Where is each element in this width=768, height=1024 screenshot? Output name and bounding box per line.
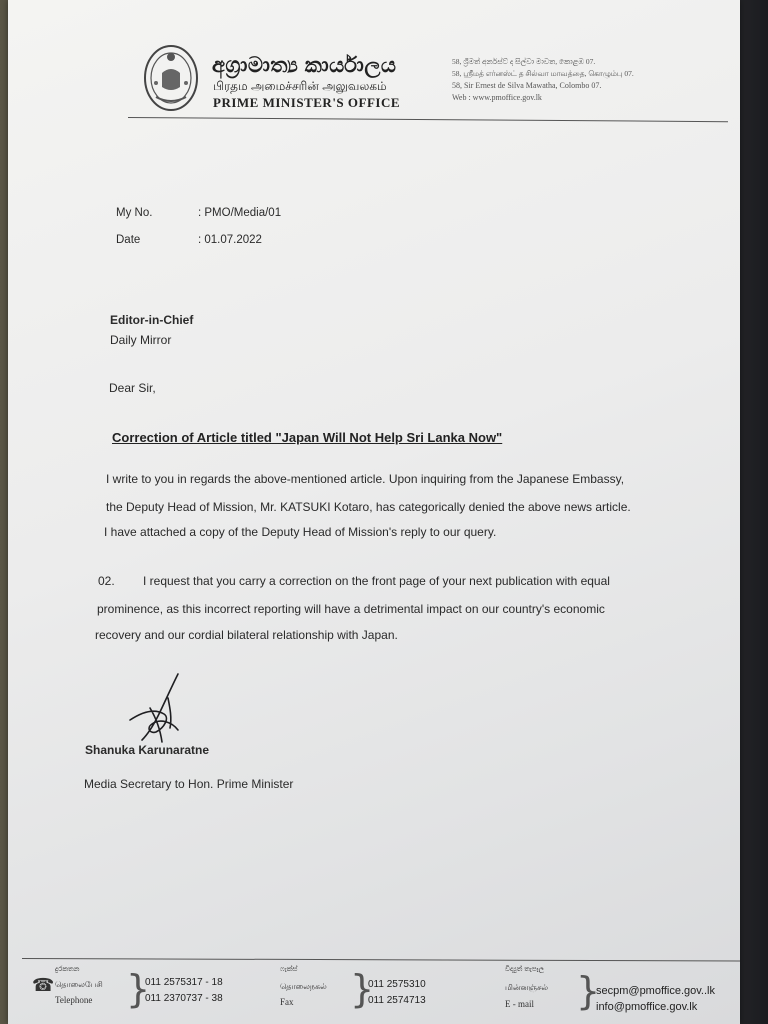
office-name-english: PRIME MINISTER'S OFFICE	[213, 95, 401, 110]
salutation: Dear Sir,	[109, 381, 156, 395]
address-english: 58, Sir Ernest de Silva Mawatha, Colombo 07.	[452, 81, 602, 90]
signatory-designation: Media Secretary to Hon. Prime Minister	[84, 777, 294, 791]
paragraph2-line1: I request that you carry a correction on the front page of your next publication with equal	[143, 574, 610, 588]
email-brace: }	[576, 969, 601, 1013]
paragraph2-number: 02.	[98, 574, 115, 588]
email-label-tamil: மின்னஞ்சல்	[505, 983, 549, 992]
office-name-sinhala: අග්‍රාමාත්‍ය කාර්යාලය	[212, 54, 397, 77]
paragraph1-line1: I write to you in regards the above-mentioned article. Upon inquiring from the Japanese Embassy,	[106, 472, 625, 486]
paragraph1-line3: I have attached a copy of the Deputy Head of Mission's reply to our query.	[104, 525, 497, 539]
telephone-label-tamil: தொலைபேசி	[55, 980, 103, 989]
office-name-tamil: பிரதம அமைச்சரின் அலுவலகம்	[213, 79, 387, 93]
fax-number-1: 011 2575310	[368, 979, 426, 990]
website: Web : www.pmoffice.gov.lk	[452, 93, 542, 102]
signatory-name: Shanuka Karunaratne	[85, 743, 210, 757]
paragraph2-line3: recovery and our cordial bilateral relationship with Japan.	[95, 628, 398, 642]
recipient-publication: Daily Mirror	[110, 333, 172, 347]
my-no-label: My No.	[116, 207, 153, 219]
fax-label-tamil: தொலைநகல்	[280, 982, 327, 991]
telephone-number-1: 011 2575317 - 18	[145, 977, 223, 988]
handwritten-signature	[120, 668, 200, 748]
email-label-english: E - mail	[505, 999, 534, 1009]
telephone-label-sinhala: දුරකතන	[55, 966, 80, 973]
telephone-icon: ☎	[32, 975, 55, 996]
fax-brace: }	[350, 967, 375, 1011]
fax-label-english: Fax	[280, 997, 294, 1007]
address-tamil: 58, ஸ்ரீமத் எர்னஸ்ட் த சில்வா மாவத்தை, கொழும்பு 07.	[452, 69, 634, 78]
email-label-sinhala: විද්‍යුත් තැපෑල	[505, 966, 544, 973]
state-emblem-seal	[142, 43, 200, 113]
fax-number-2: 011 2574713	[368, 995, 426, 1006]
telephone-label-english: Telephone	[55, 995, 93, 1005]
date-label: Date	[116, 234, 141, 246]
paragraph2-line2: prominence, as this incorrect reporting will have a detrimental impact on our country's economic	[97, 602, 605, 616]
subject-line: Correction of Article titled "Japan Will Not Help Sri Lanka Now"	[112, 430, 503, 445]
email-address-1: secpm@pmoffice.gov..lk	[596, 985, 715, 997]
telephone-number-2: 011 2370737 - 38	[145, 993, 223, 1004]
address-sinhala: 58, ශ්‍රීමත් අර්නස්ට් ද සිල්වා මාවත, කොළඹ 07.	[452, 57, 596, 66]
paragraph1-line2: the Deputy Head of Mission, Mr. KATSUKI Kotaro, has categorically denied the above news article.	[106, 500, 631, 514]
fax-label-sinhala: ෆැක්ස්	[280, 966, 298, 973]
header-divider	[128, 117, 728, 122]
recipient-title: Editor-in-Chief	[110, 313, 194, 327]
letter-page	[8, 0, 740, 1024]
email-address-2: info@pmoffice.gov.lk	[596, 1001, 698, 1013]
my-no-value: : PMO/Media/01	[198, 207, 282, 219]
footer-divider	[22, 958, 740, 962]
date-value: : 01.07.2022	[198, 234, 262, 246]
telephone-brace: }	[126, 967, 151, 1011]
